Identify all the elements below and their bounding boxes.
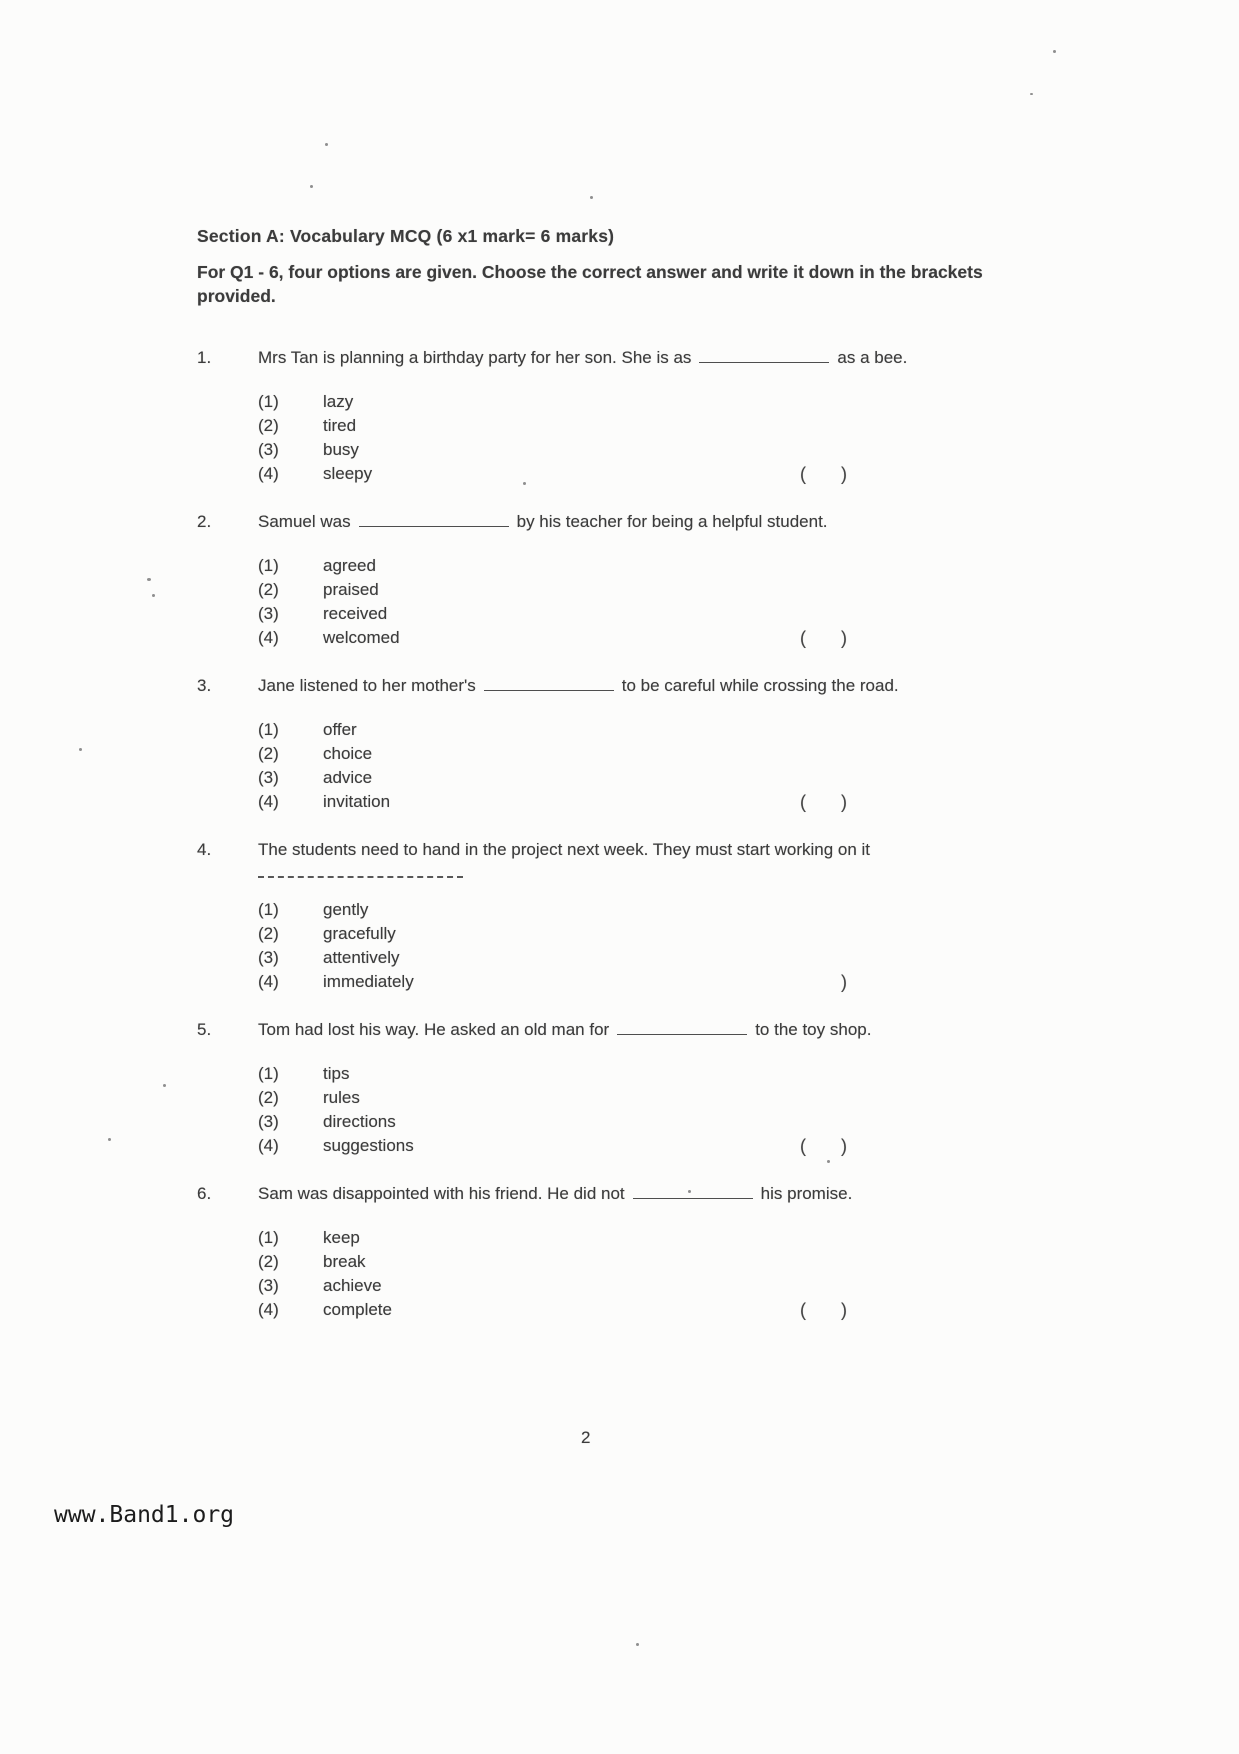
option-row <box>258 898 1012 922</box>
question-text <box>258 1182 963 1206</box>
question-number: 3. <box>197 676 212 695</box>
option-row <box>258 462 1012 486</box>
scan-speck <box>108 1138 111 1141</box>
question-text-before: Mrs Tan is planning a birthday party for her son. She is as <box>258 348 692 367</box>
options-list <box>258 1062 1012 1158</box>
scan-speck <box>636 1643 639 1646</box>
option-label: choice <box>323 744 373 763</box>
option-row <box>258 390 1012 414</box>
option-number: (4) <box>258 972 279 991</box>
option-number: (1) <box>258 900 279 919</box>
option-row <box>258 922 1012 946</box>
option-label: busy <box>323 440 359 459</box>
option-label: lazy <box>323 392 354 411</box>
question <box>197 510 1015 650</box>
option-number: (2) <box>258 1252 279 1271</box>
question-number: 1. <box>197 348 212 367</box>
options-list <box>258 390 1012 486</box>
option-label: gently <box>323 900 369 919</box>
option-number: (3) <box>258 948 279 967</box>
option-row <box>258 438 1012 462</box>
option-label: directions <box>323 1112 396 1131</box>
option-number: (2) <box>258 580 279 599</box>
answer-blank <box>484 677 614 691</box>
option-number: (1) <box>258 720 279 739</box>
scan-speck <box>310 185 313 188</box>
option-number: (1) <box>258 556 279 575</box>
answer-blank <box>258 864 463 878</box>
option-row <box>258 790 1012 814</box>
option-label: keep <box>323 1228 360 1247</box>
answer-blank <box>617 1021 747 1035</box>
option-row <box>258 718 1012 742</box>
question-text-before: Tom had lost his way. He asked an old man for <box>258 1020 610 1039</box>
option-label: agreed <box>323 556 376 575</box>
option-row <box>258 1062 1012 1086</box>
answer-bracket: ( ) <box>800 628 847 648</box>
option-number: (1) <box>258 1228 279 1247</box>
option-number: (4) <box>258 1136 279 1155</box>
question-number: 6. <box>197 1184 212 1203</box>
exam-content <box>197 226 1015 1346</box>
option-row <box>258 1250 1012 1274</box>
option-label: suggestions <box>323 1136 414 1155</box>
option-label: received <box>323 604 388 623</box>
question <box>197 346 1015 486</box>
answer-bracket: ) <box>841 972 847 992</box>
question-text <box>258 510 963 534</box>
question-text-after: to be careful while crossing the road. <box>621 676 899 695</box>
scan-speck <box>163 1084 166 1087</box>
option-label: invitation <box>323 792 391 811</box>
option-row <box>258 946 1012 970</box>
question-text-after: as a bee. <box>837 348 908 367</box>
option-number: (2) <box>258 416 279 435</box>
option-number: (1) <box>258 1064 279 1083</box>
option-label: sleepy <box>323 464 373 483</box>
scan-speck <box>79 748 82 751</box>
question-number: 2. <box>197 512 212 531</box>
answer-blank <box>633 1185 753 1199</box>
question-text <box>258 838 963 878</box>
question-text-before: Jane listened to her mother's <box>258 676 476 695</box>
question-text <box>258 1018 963 1042</box>
question <box>197 838 1015 994</box>
scan-speck <box>1053 50 1056 53</box>
option-row <box>258 602 1012 626</box>
question-text-before: Sam was disappointed with his friend. He did not <box>258 1184 625 1203</box>
section-title: Section A: Vocabulary MCQ (6 x1 mark= 6 marks) <box>197 226 615 246</box>
option-row <box>258 578 1012 602</box>
answer-blank <box>699 349 829 363</box>
question-text <box>258 674 963 698</box>
scan-speck <box>325 143 328 146</box>
watermark-text: www.Band1.org <box>54 1502 235 1528</box>
scan-speck <box>152 594 155 597</box>
option-number: (3) <box>258 440 279 459</box>
question <box>197 1018 1015 1158</box>
options-list <box>258 554 1012 650</box>
option-number: (3) <box>258 604 279 623</box>
question-text-after: to the toy shop. <box>755 1020 872 1039</box>
option-row <box>258 1134 1012 1158</box>
question-text-before: Samuel was <box>258 512 351 531</box>
scan-speck <box>1030 93 1033 95</box>
scan-speck <box>590 196 593 199</box>
option-row <box>258 626 1012 650</box>
scan-speck <box>147 578 151 581</box>
options-list <box>258 898 1012 994</box>
question <box>197 1182 1015 1322</box>
option-label: gracefully <box>323 924 396 943</box>
option-number: (3) <box>258 768 279 787</box>
options-list <box>258 1226 1012 1322</box>
option-label: offer <box>323 720 357 739</box>
option-number: (4) <box>258 1300 279 1319</box>
option-label: welcomed <box>323 628 400 647</box>
option-number: (4) <box>258 628 279 647</box>
option-row <box>258 414 1012 438</box>
option-row <box>258 970 1012 994</box>
answer-bracket: ( ) <box>800 464 847 484</box>
option-number: (1) <box>258 392 279 411</box>
option-row <box>258 742 1012 766</box>
section-instructions: For Q1 - 6, four options are given. Choose the correct answer and write it down in the brackets provided. <box>197 262 983 306</box>
question-text-after: by his teacher for being a helpful student. <box>516 512 828 531</box>
option-label: praised <box>323 580 379 599</box>
option-label: tired <box>323 416 357 435</box>
option-number: (4) <box>258 464 279 483</box>
options-list <box>258 718 1012 814</box>
option-label: achieve <box>323 1276 382 1295</box>
option-number: (4) <box>258 792 279 811</box>
option-row <box>258 554 1012 578</box>
option-row <box>258 766 1012 790</box>
question-text-after: his promise. <box>760 1184 853 1203</box>
answer-blank <box>359 513 509 527</box>
option-number: (3) <box>258 1276 279 1295</box>
question-number: 5. <box>197 1020 212 1039</box>
question-text <box>258 346 963 370</box>
option-label: tips <box>323 1064 350 1083</box>
option-row <box>258 1274 1012 1298</box>
option-label: break <box>323 1252 366 1271</box>
answer-bracket: ( ) <box>800 792 847 812</box>
page-number: 2 <box>581 1428 591 1447</box>
option-number: (3) <box>258 1112 279 1131</box>
answer-bracket: ( ) <box>800 1300 847 1320</box>
option-number: (2) <box>258 744 279 763</box>
option-row <box>258 1086 1012 1110</box>
option-row <box>258 1226 1012 1250</box>
option-label: immediately <box>323 972 414 991</box>
option-row <box>258 1110 1012 1134</box>
option-label: attentively <box>323 948 400 967</box>
option-label: advice <box>323 768 373 787</box>
question-number: 4. <box>197 840 212 859</box>
question-text-before: The students need to hand in the project next week. They must start working on it <box>258 840 871 859</box>
question <box>197 674 1015 814</box>
option-label: rules <box>323 1088 360 1107</box>
option-number: (2) <box>258 1088 279 1107</box>
answer-bracket: ( ) <box>800 1136 847 1156</box>
option-row <box>258 1298 1012 1322</box>
option-label: complete <box>323 1300 392 1319</box>
option-number: (2) <box>258 924 279 943</box>
